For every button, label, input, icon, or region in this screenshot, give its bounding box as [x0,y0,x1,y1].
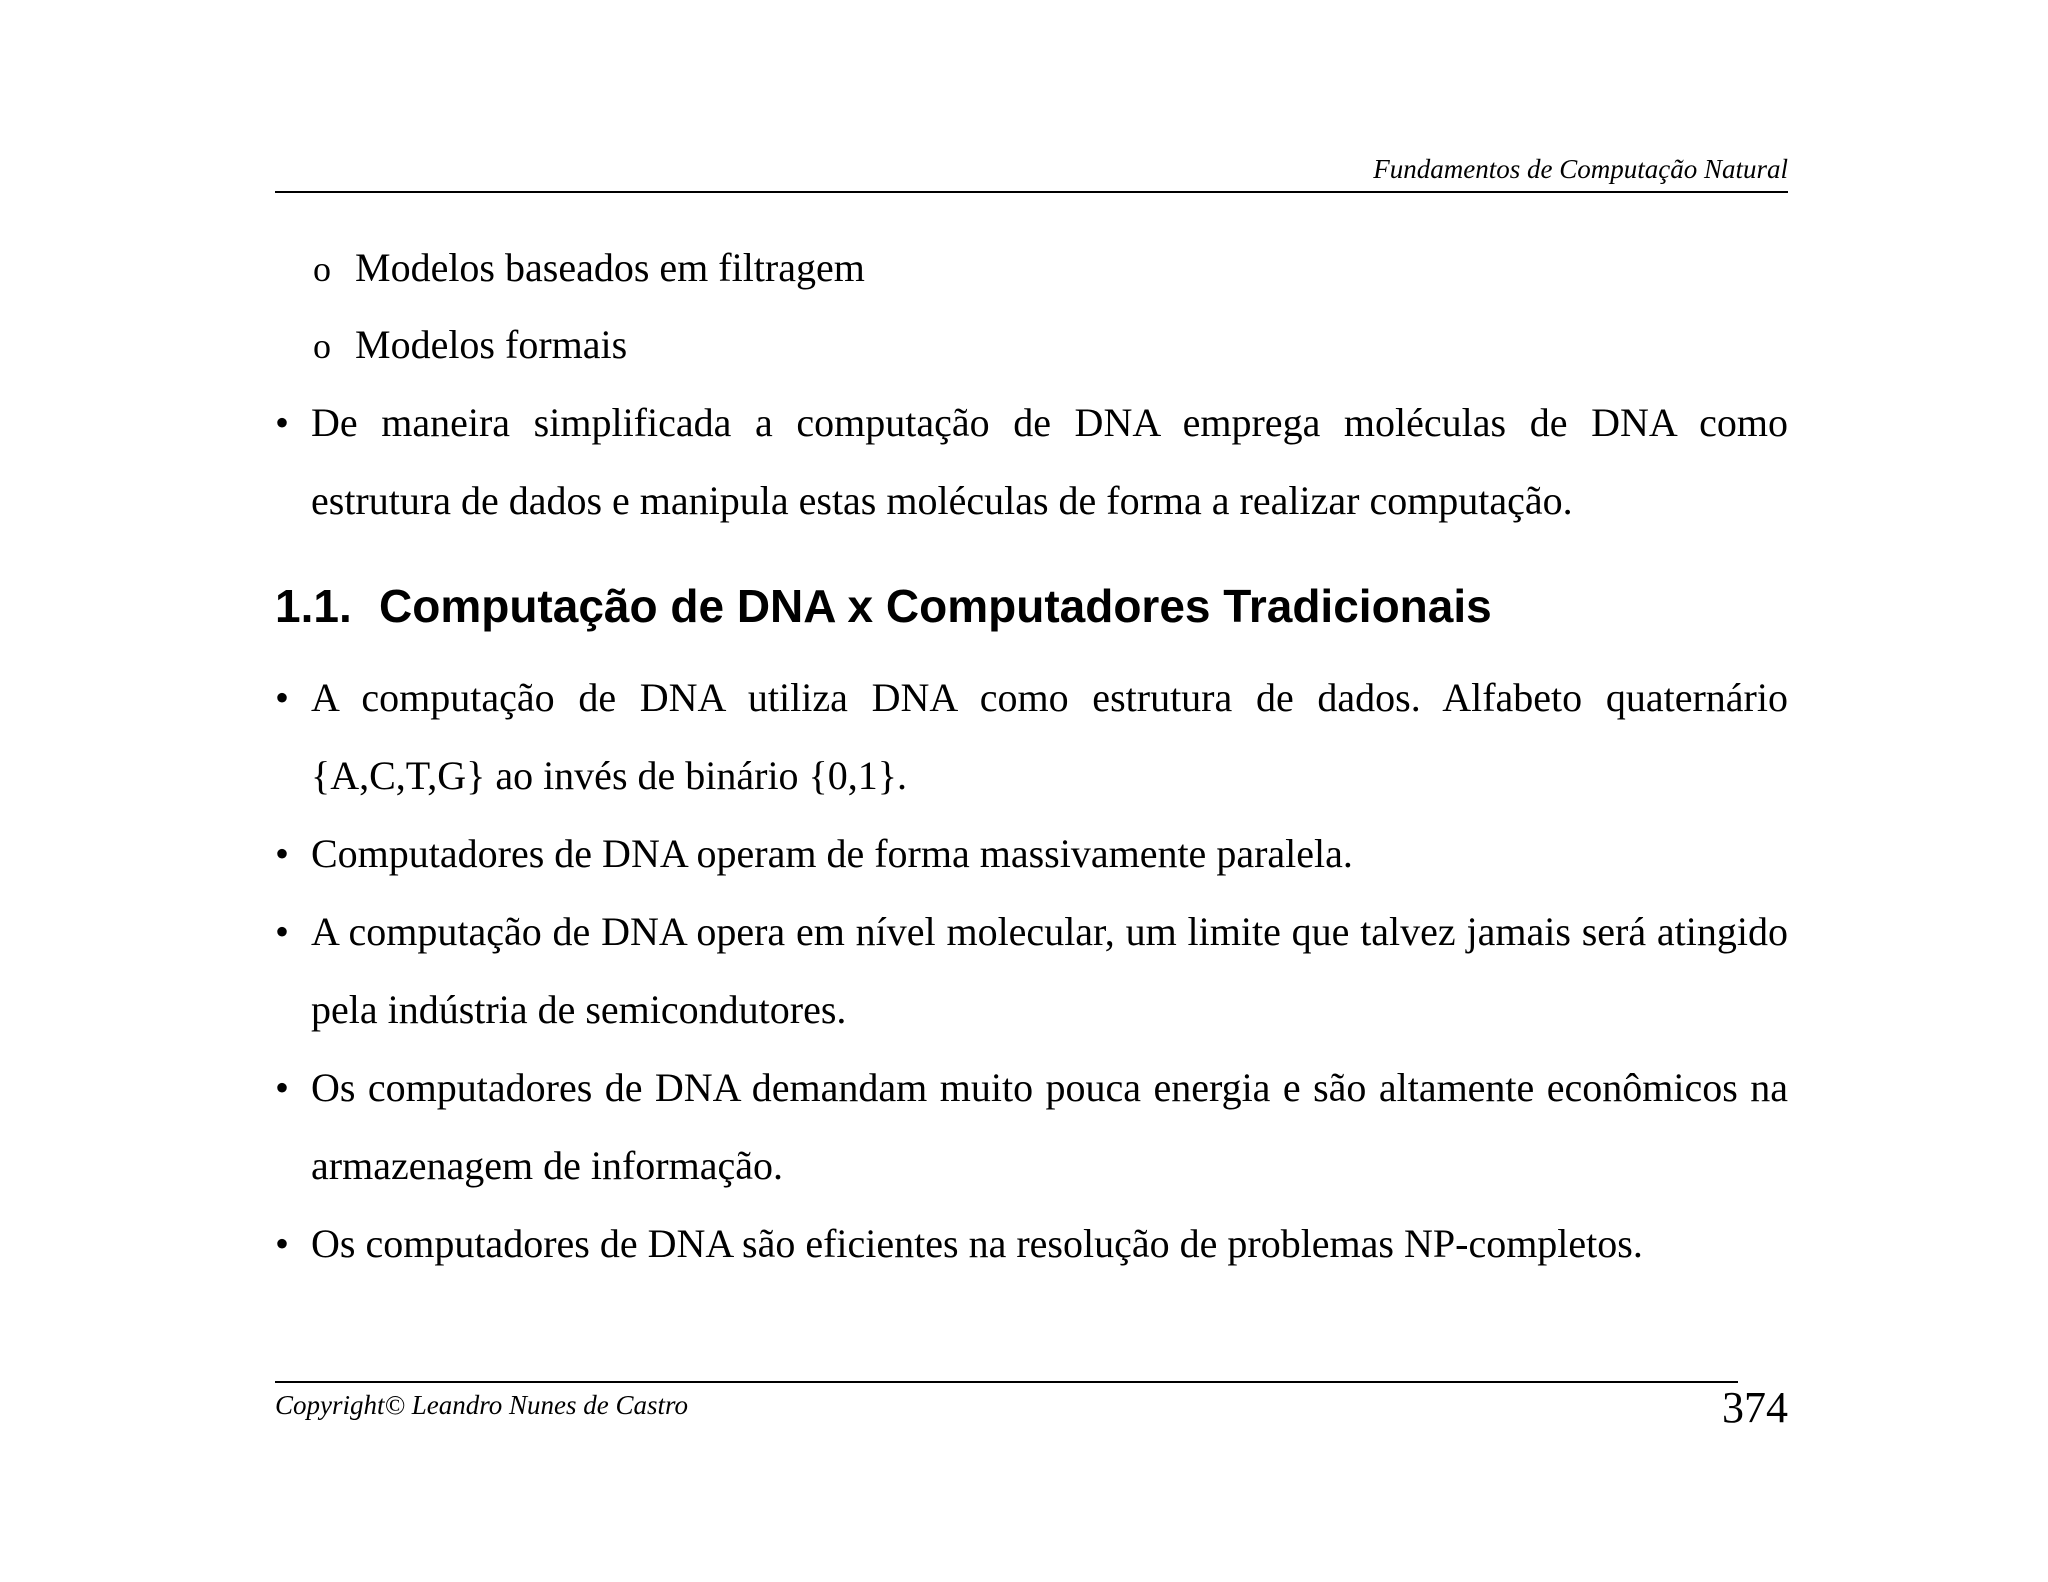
bullet-dot-icon: • [275,1221,290,1266]
bullet-dot-icon: • [275,1065,290,1110]
list-item-text: A computação de DNA utiliza DNA como estrutura de dados. Alfabeto quaternário {A,C,T,G} ao invés de binário {0,1}. [311,675,1788,798]
page-number: 374 [1722,1383,1788,1432]
list-item [275,815,1788,893]
list-item-text: Os computadores de DNA demandam muito pouca energia e são altamente econômicos na armazenagem de informação. [311,1065,1788,1188]
list-item [275,893,1788,1049]
bullet-dot-icon: • [275,400,290,445]
list-item-text: Os computadores de DNA são eficientes na resolução de problemas NP-completos. [311,1221,1643,1266]
list-item [275,659,1788,815]
hollow-circle-bullet-icon: o [313,249,331,289]
sub-list-item [313,245,865,290]
list-item [275,384,1788,540]
footer-divider [275,1381,1738,1383]
bullet-dot-icon: • [275,831,290,876]
header-divider [275,191,1788,193]
sub-list-item [313,322,628,367]
bullet-dot-icon: • [275,909,290,954]
list-item-text: De maneira simplificada a computação de DNA emprega moléculas de DNA como estrutura de dados e manipula estas moléculas de forma a realizar computação. [311,400,1788,523]
list-item [275,1205,1788,1283]
sub-list-item-text: Modelos formais [355,322,628,367]
list-item-text: Computadores de DNA operam de forma massivamente paralela. [311,831,1353,876]
bullet-dot-icon: • [275,675,290,720]
section-number: 1.1. [275,580,352,632]
section-title: Computação de DNA x Computadores Tradicionais [379,580,1492,632]
hollow-circle-bullet-icon: o [313,326,331,366]
list-item [275,1049,1788,1205]
list-item-text: A computação de DNA opera em nível molecular, um limite que talvez jamais será atingido pela indústria de semicondutores. [311,909,1788,1032]
footer-copyright: Copyright© Leandro Nunes de Castro [275,1390,689,1420]
running-header: Fundamentos de Computação Natural [1373,154,1788,184]
section-heading [275,578,1492,634]
sub-list-item-text: Modelos baseados em filtragem [355,245,865,290]
